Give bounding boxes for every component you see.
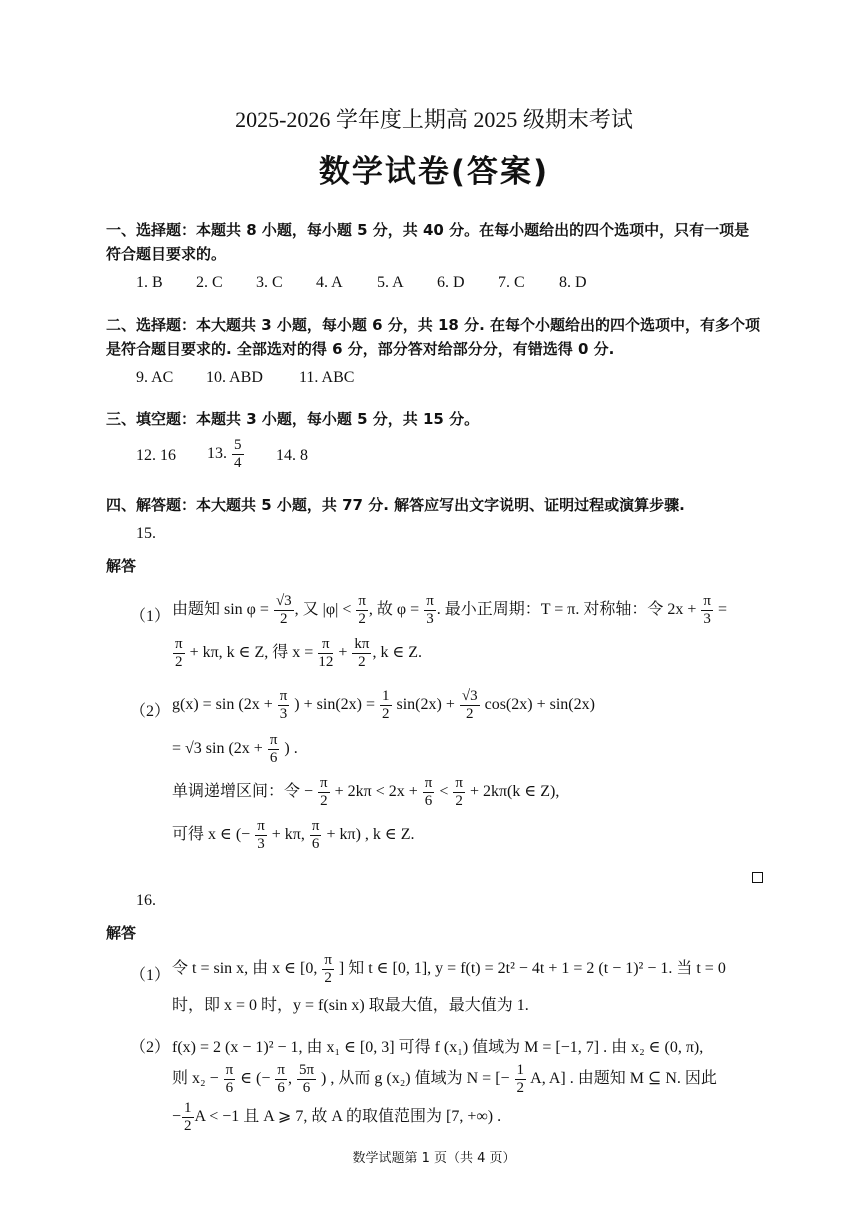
part3-heading: 三、填空题：本题共 3 小题，每小题 5 分，共 15 分。 — [106, 410, 480, 428]
exam-title: 2025-2026 学年度上期高 2025 级期末考试 — [235, 107, 633, 132]
q16-part2-line3: − $\frac{1}{2}$ A < −1 且 A ⩾ 7, 故 A 的取值范围为 [7, +∞) . — [172, 1100, 502, 1134]
answer-8: 8. D — [559, 274, 587, 291]
answer-1: 1. B — [136, 274, 163, 291]
q15-part1-line1: 由题知 sin φ = $\frac{√3}{2}$ , 又 |φ| < $\frac{\pi}{2}$ , 故 φ = $\frac{\pi}{3}$ . 最小正周期：T = π. 对称轴：令 2x + $\frac{\pi}{3}$ = — [172, 593, 727, 627]
q15-part2-line2: = √3 sin (2x + $\frac{\pi}{6}$ ) . — [172, 732, 298, 766]
q15-part1-label: （1） — [130, 608, 171, 625]
part4-heading: 四、解答题：本大题共 5 小题，共 77 分. 解答应写出文字说明、证明过程或演算步骤. — [106, 496, 685, 514]
q16-part1-line2: 时，即 x = 0 时，y = f(sin x) 取最大值，最大值为 1. — [172, 997, 529, 1014]
q16-number: 16. — [136, 892, 156, 909]
answer-4: 4. A — [316, 274, 343, 291]
answer-7: 7. C — [498, 274, 525, 291]
q16-part2-line1: f(x) = 2 (x − 1)² − 1, 由 x₁ ∈ [0, 3] 可得 f (x₁) 值域为 M = [−1, 7] . 由 x₂ ∈ (0, π), — [172, 1039, 704, 1056]
q16-part1-label: （1） — [130, 967, 171, 984]
answer-10: 10. ABD — [206, 369, 263, 386]
answer-12: 12. 16 — [136, 447, 176, 464]
q16-part2-line2: 则 x₂ − $\frac{\pi}{6}$ ∈ (− $\frac{\pi}{6}$ , $\frac{5\pi}{6}$ ) , 从而 g (x₂) 值域为 N = [− $\frac{1}{2}$ A, A] . 由题知 M ⊆ N. 因此 — [172, 1062, 717, 1096]
answer-13-label: 13. — [207, 445, 227, 463]
q15-number: 15. — [136, 525, 156, 542]
answer-9: 9. AC — [136, 369, 174, 386]
answer-5: 5. A — [377, 274, 404, 291]
page-title: 数学试卷(答案) — [318, 154, 550, 190]
answer-14: 14. 8 — [276, 447, 308, 464]
q15-solution-label: 解答 — [106, 557, 137, 575]
answer-13-fraction: $\frac{5}{4}$ — [234, 437, 242, 471]
q15-part1-line2: $\frac{\pi}{2}$ + kπ, k ∈ Z, 得 x = $\frac{\pi}{12}$ + $\frac{k\pi}{2}$ , k ∈ Z. — [175, 636, 423, 670]
page-footer: 数学试题第 1 页（共 4 页） — [352, 1151, 516, 1166]
q16-part1-line1: 令 t = sin x, 由 x ∈ [0, $\frac{\pi}{2}$ ] 知 t ∈ [0, 1], y = f(t) = 2t² − 4t + 1 = 2 (t − 1)² − 1. 当 t = 0 — [172, 952, 726, 986]
answer-11: 11. ABC — [299, 369, 355, 386]
part1-heading-line1: 一、选择题：本题共 8 小题，每小题 5 分，共 40 分。在每小题给出的四个选项中，只有一项是 — [106, 221, 750, 239]
answer-13 — [207, 437, 245, 472]
answer-6: 6. D — [437, 274, 465, 291]
q16-part2-label: （2） — [130, 1039, 171, 1056]
answer-2: 2. C — [196, 274, 223, 291]
qed-square-icon — [752, 872, 763, 883]
q15-part2-line4: 可得 x ∈ (− $\frac{\pi}{3}$ + kπ, $\frac{\pi}{6}$ + kπ) , k ∈ Z. — [172, 818, 415, 852]
q15-part2-line1: g(x) = sin (2x + $\frac{\pi}{3}$ ) + sin(2x) = $\frac{1}{2}$ sin(2x) + $\frac{√3}{2}$ cos(2x) + sin(2x) — [172, 688, 595, 722]
part2-heading-line1: 二、选择题：本大题共 3 小题，每小题 6 分，共 18 分. 在每个小题给出的四个选项中，有多个项 — [106, 316, 761, 334]
q15-part2-line3: 单调递增区间：令 − $\frac{\pi}{2}$ + 2kπ < 2x + $\frac{\pi}{6}$ < $\frac{\pi}{2}$ + 2kπ(k ∈ Z), — [172, 775, 560, 809]
answer-3: 3. C — [256, 274, 283, 291]
part2-heading-line2: 是符合题目要求的. 全部选对的得 6 分，部分答对给部分分，有错选得 0 分. — [106, 340, 615, 358]
q16-solution-label: 解答 — [106, 924, 137, 942]
q15-part2-label: （2） — [130, 703, 171, 720]
part1-heading-line2: 符合题目要求的。 — [106, 245, 227, 263]
